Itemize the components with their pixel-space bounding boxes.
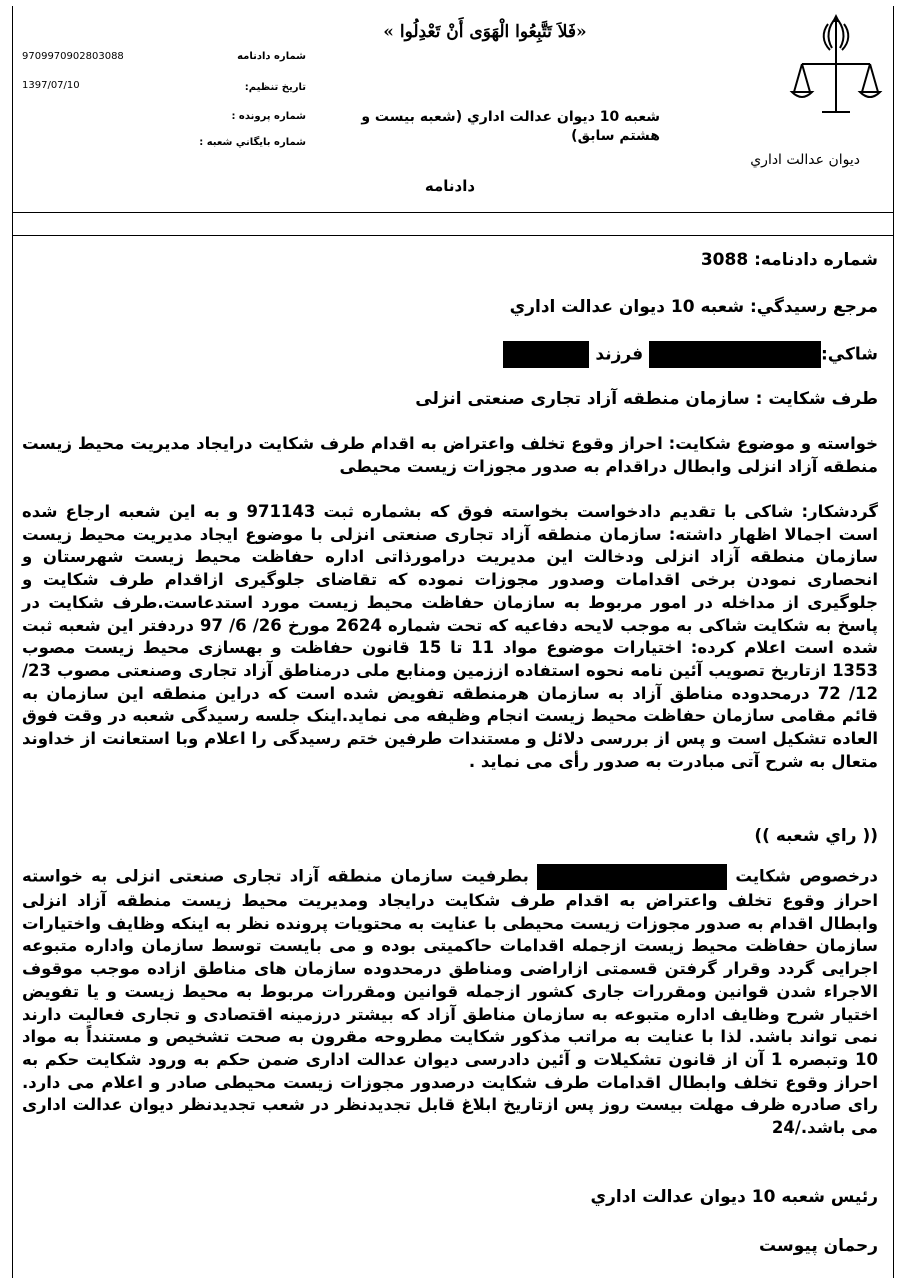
ruling-number-value: 9709970902803088 (22, 51, 124, 62)
son-of-label: فرزند (595, 344, 644, 365)
redacted-father-name (503, 341, 589, 368)
court-name: ديوان عدالت اداري (750, 152, 860, 168)
authority-line: مرجع رسيدگي: شعبه 10 ديوان عدالت اداري (509, 297, 878, 317)
header-divider-bottom (12, 235, 894, 236)
redacted-plaintiff-in-ruling (537, 864, 727, 890)
archive-number-label: شماره بايگاني شعبه : (199, 137, 306, 148)
defendant-line: طرف شکايت : سازمان منطقه آزاد تجاری صنعتی انزلی (415, 389, 878, 409)
plaintiff-line (24, 341, 878, 368)
iran-emblem-scales-icon (788, 12, 884, 124)
document-title: دادنامه (424, 177, 476, 195)
issue-date-value: 1397/07/10 (22, 80, 80, 91)
ruling-heading: (( راي شعبه )) (754, 826, 878, 846)
ruling-number-label: شماره دادنامه (237, 51, 306, 62)
issue-date-label: تاريخ تنظيم: (244, 82, 306, 93)
ruling-number-line: شماره دادنامه: 3088 (700, 250, 878, 270)
ruling-paragraph (22, 864, 878, 1140)
request-paragraph: خواسته و موضوع شکايت: احراز وقوع تخلف واعتراض به اقدام طرف شکايت درايجاد مديريت محيط زيست منطقه آزاد انزلی وابطال دراقدام به صدور مجوزات زيست محيطی (22, 434, 878, 476)
case-number-label: شماره پرونده : (231, 111, 306, 122)
signer-title: رئيس شعبه 10 ديوان عدالت اداري (590, 1187, 878, 1207)
signer-name: رحمان پيوست (759, 1236, 878, 1256)
ruling-line1-rest: بطرفيت سازمان منطقه آزاد تجاری صنعتی انزلی به (91, 866, 529, 886)
report-paragraph: گردشکار: شاکی با تقديم دادخواست بخواسته فوق که بشماره ثبت 971143 و به اين شعبه ارجاع شده است اجمالا اظهار داشته: سازمان منطقه آزاد تجاری صنعتی انزلی با موضوع ايجاد مديريت محيط زيست سازمان منطقه آزاد انزلی ودخالت اين مديريت درامورذاتی اداره حفاظت محيط زيست شهرستان و انحصاری نمودن برخی اقدامات وصدور مجوزات نموده که تقاضای جلوگيری ازاقدام طرف شکايت و جلوگيری از مداخله در امور مربوط به سازمان حفاظت محيط زيست مورد استدعاست.طرف شکايت در پاسخ به شکايت شاکی به موجب لايحه دفاعيه که تحت شماره 2624 مورخ 26/ 6/ 97 دردفتر اين شعبه ثبت شده است اعلام کرده: اختيارات موضوع مواد 11 تا 15 قانون حفاظت و بهسازی محيط زيست مصوب 1353 ازتاريخ تصويب آئين نامه نحوه استفاده اززمين ومنابع ملی درمناطق آزاد تجاری وصنعتی مصوب 23/ 12/ 72 درمحدوده مناطق آزاد به سازمان هرمنطقه تفويض شده است که دراين منطقه اين سازمان به قائم مقامی سازمان حفاظت محيط زيست انجام وظيفه می نمايد.اينک جلسه رسيدگی شعبه در وقت فوق العاده تشکيل است و پس از بررسی دلائل و مستندات طرفين ختم رسيدگی را اعلام وبا استعانت از خداوند متعال به شرح آتی مبادرت به صدور رأی می نمايد . (22, 502, 878, 771)
redacted-plaintiff-name (649, 341, 821, 368)
ruling-lead: درخصوص شکايت (735, 866, 878, 886)
quran-verse: «فَلاَ تَتَّبِعُوا الْهَوَى أَنْ تَعْدِلُوا » (383, 22, 587, 42)
ruling-text: خواسته احراز وقوع تخلف واعتراض به اقدام طرف شکايت درايجاد ومديريت محيط زيست منطقه آزاد انزلی وابطال اقدام به صدور مجوزات زيست محيطی با عنايت به محتويات پرونده نظر به اينکه وظايف واختيارات سازمان حفاظت محيط زيست ازجمله اقدامات حاکميتی بوده و می بايست توسط سازمان واداره متبوعه اجرايی گردد وقرار گرفتن قسمتی ازاراضی ومناطق درمحدوده سازمان های مناطق ازاده موجب موقوف الاجراء شدن قوانين ومقررات جاری کشور ازجمله قوانين ومقررات مربوط به محيط زيست و يا تفويض اختيار شرح وظايف اداره متبوعه به سازمان مناطق آزاد که بيشتر درزمينه اقتصادی و تجاری فعاليت دارند نمی تواند باشد. لذا با عنايت به مراتب مذکور شکايت مطروحه مقرون به صحت تشخيص و مستنداً به مواد 10 وتبصره 1 آن از قانون تشکيلات و آئين دادرسی ديوان عدالت اداری ضمن حکم به ورود شکايت حکم به احراز وقوع تخلف وابطال اقدامات طرف شکايت درصدور مجوزات زيست محيطی صادر و اعلام می دارد. رای صادره ظرف مهلت بيست روز پس ازتاريخ ابلاغ قابل تجديدنظر در شعب تجديدنظر ديوان عدالت اداری می باشد./24 (22, 866, 878, 1138)
header-divider-top (12, 212, 894, 213)
branch-title: شعبه 10 ديوان عدالت اداري (شعبه بيست و هشتم سابق) (361, 109, 660, 144)
plaintiff-label: شاکي: (821, 344, 878, 365)
